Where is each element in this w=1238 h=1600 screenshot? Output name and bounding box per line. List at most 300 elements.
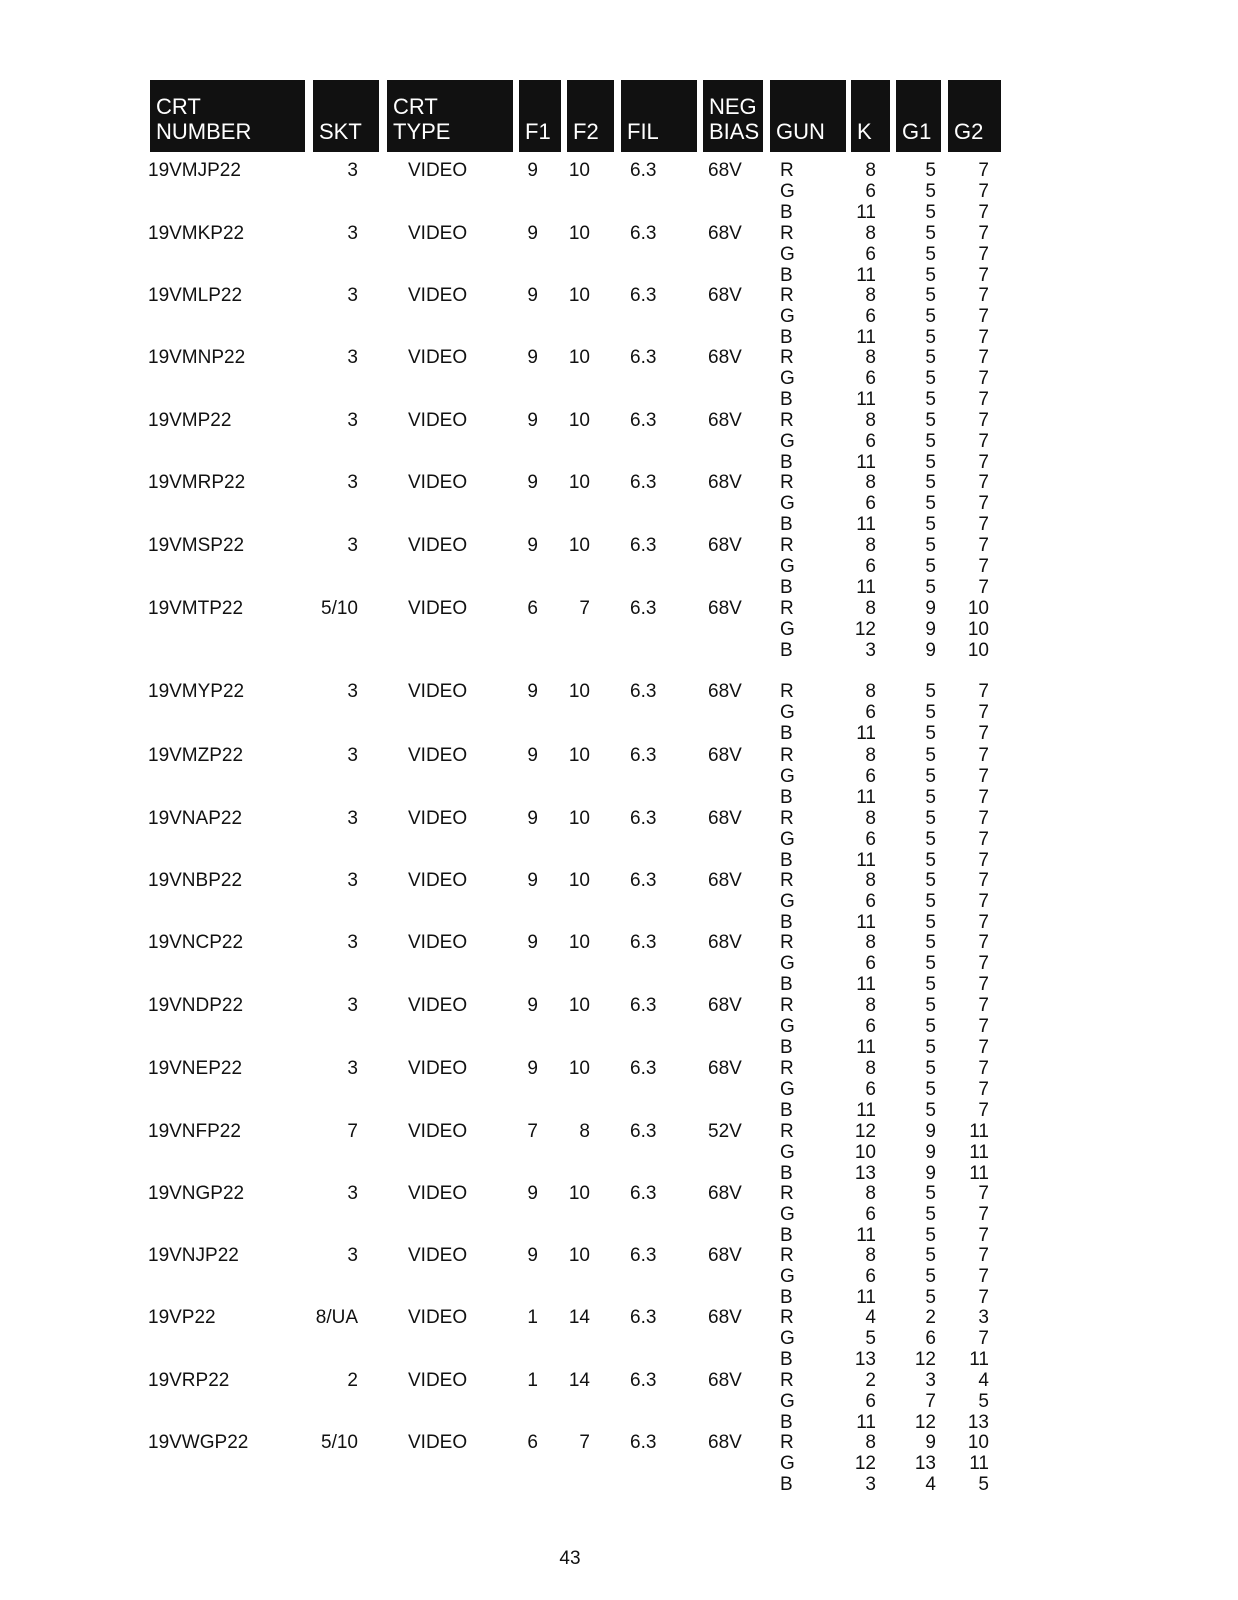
cell-k: 8	[865, 1183, 876, 1204]
cell-g2: 7	[978, 1016, 989, 1037]
cell-k: 11	[856, 202, 876, 223]
cell-neg-bias: 52V	[708, 1121, 742, 1142]
cell-g1: 9	[925, 640, 936, 661]
cell-g2: 7	[978, 368, 989, 389]
cell-g2: 7	[978, 410, 989, 431]
cell-g2: 10	[967, 1432, 989, 1453]
cell-fil: 6.3	[630, 472, 657, 493]
cell-k: 11	[856, 577, 876, 598]
cell-crt-type: VIDEO	[408, 870, 468, 891]
cell-f2: 10	[568, 347, 590, 368]
cell-gun: G	[780, 891, 795, 912]
cell-f1: 9	[527, 870, 538, 891]
cell-g1: 5	[925, 327, 936, 348]
cell-k: 6	[865, 891, 876, 912]
cell-k: 11	[856, 1037, 876, 1058]
cell-k: 8	[865, 535, 876, 556]
cell-g2: 7	[978, 577, 989, 598]
cell-g2: 11	[969, 1142, 989, 1163]
cell-neg-bias: 68V	[708, 1307, 742, 1328]
cell-f1: 9	[527, 535, 538, 556]
cell-gun: R	[780, 1121, 794, 1142]
cell-g1: 5	[925, 556, 936, 577]
cell-g2: 7	[978, 1245, 989, 1266]
cell-fil: 6.3	[630, 932, 657, 953]
cell-g1: 2	[925, 1307, 936, 1328]
cell-k: 4	[865, 1307, 876, 1328]
cell-k: 8	[865, 223, 876, 244]
cell-f1: 9	[527, 285, 538, 306]
cell-crt-type: VIDEO	[408, 808, 468, 829]
cell-g2: 7	[978, 829, 989, 850]
cell-gun: B	[780, 1349, 793, 1370]
cell-k: 6	[865, 493, 876, 514]
cell-f1: 9	[527, 410, 538, 431]
cell-skt: 2	[347, 1370, 358, 1391]
cell-g1: 5	[925, 850, 936, 871]
cell-neg-bias: 68V	[708, 160, 742, 181]
cell-gun: R	[780, 932, 794, 953]
cell-g2: 7	[978, 472, 989, 493]
cell-crt-number: 19VRP22	[148, 1370, 230, 1391]
cell-f1: 1	[527, 1370, 538, 1391]
cell-crt-type: VIDEO	[408, 745, 468, 766]
cell-crt-number: 19VMSP22	[148, 535, 245, 556]
cell-crt-type: VIDEO	[408, 598, 468, 619]
cell-gun: R	[780, 1432, 794, 1453]
cell-gun: R	[780, 1058, 794, 1079]
cell-gun: B	[780, 327, 793, 348]
cell-k: 8	[865, 932, 876, 953]
cell-k: 11	[856, 265, 876, 286]
cell-f2: 10	[568, 1058, 590, 1079]
cell-g2: 5	[978, 1474, 989, 1495]
cell-gun: G	[780, 1391, 795, 1412]
cell-k: 8	[865, 410, 876, 431]
cell-gun: R	[780, 995, 794, 1016]
cell-g1: 3	[925, 1370, 936, 1391]
cell-g2: 7	[978, 431, 989, 452]
cell-g2: 7	[978, 223, 989, 244]
cell-gun: R	[780, 472, 794, 493]
cell-k: 13	[854, 1349, 876, 1370]
cell-k: 11	[856, 850, 876, 871]
cell-crt-number: 19VNFP22	[148, 1121, 241, 1142]
cell-k: 8	[865, 472, 876, 493]
cell-g1: 5	[925, 1225, 936, 1246]
cell-g2: 7	[978, 347, 989, 368]
cell-g2: 7	[978, 1204, 989, 1225]
cell-g1: 9	[925, 619, 936, 640]
cell-neg-bias: 68V	[708, 745, 742, 766]
cell-fil: 6.3	[630, 410, 657, 431]
cell-f2: 10	[568, 1245, 590, 1266]
cell-skt: 8/UA	[315, 1307, 358, 1328]
cell-k: 6	[865, 953, 876, 974]
cell-skt: 7	[347, 1121, 358, 1142]
cell-k: 11	[856, 327, 876, 348]
cell-f1: 9	[527, 932, 538, 953]
cell-g2: 7	[978, 1266, 989, 1287]
cell-g2: 7	[978, 974, 989, 995]
cell-g1: 5	[925, 912, 936, 933]
cell-gun: G	[780, 306, 795, 327]
cell-f2: 7	[579, 598, 590, 619]
cell-k: 6	[865, 1016, 876, 1037]
cell-gun: B	[780, 1163, 793, 1184]
cell-k: 11	[856, 389, 876, 410]
header-crt-type: CRT TYPE	[387, 80, 513, 152]
cell-crt-number: 19VNDP22	[148, 995, 244, 1016]
header-k: K	[851, 80, 890, 152]
cell-f2: 10	[568, 472, 590, 493]
cell-k: 6	[865, 829, 876, 850]
cell-fil: 6.3	[630, 223, 657, 244]
cell-gun: G	[780, 953, 795, 974]
cell-gun: B	[780, 640, 793, 661]
cell-crt-type: VIDEO	[408, 223, 468, 244]
cell-g1: 5	[925, 244, 936, 265]
cell-f2: 7	[579, 1432, 590, 1453]
cell-k: 12	[854, 1121, 876, 1142]
cell-crt-type: VIDEO	[408, 1432, 468, 1453]
header-f1: F1	[519, 80, 561, 152]
cell-g2: 7	[978, 556, 989, 577]
cell-skt: 3	[347, 745, 358, 766]
cell-g2: 7	[978, 160, 989, 181]
cell-g1: 5	[925, 995, 936, 1016]
cell-g2: 7	[978, 306, 989, 327]
cell-gun: G	[780, 619, 795, 640]
cell-f2: 10	[568, 870, 590, 891]
cell-g1: 5	[925, 829, 936, 850]
cell-neg-bias: 68V	[708, 1245, 742, 1266]
cell-crt-number: 19VNJP22	[148, 1245, 239, 1266]
cell-g2: 7	[978, 1225, 989, 1246]
cell-k: 10	[854, 1142, 876, 1163]
cell-neg-bias: 68V	[708, 870, 742, 891]
cell-gun: R	[780, 745, 794, 766]
cell-g2: 7	[978, 452, 989, 473]
cell-k: 12	[854, 619, 876, 640]
cell-crt-number: 19VNAP22	[148, 808, 243, 829]
cell-fil: 6.3	[630, 745, 657, 766]
cell-k: 6	[865, 1391, 876, 1412]
cell-g1: 5	[925, 1287, 936, 1308]
cell-g1: 5	[925, 160, 936, 181]
cell-g1: 9	[925, 1121, 936, 1142]
cell-k: 8	[865, 745, 876, 766]
cell-g2: 7	[978, 912, 989, 933]
cell-k: 6	[865, 306, 876, 327]
cell-gun: B	[780, 1474, 793, 1495]
cell-g1: 7	[925, 1391, 936, 1412]
cell-f2: 10	[568, 1183, 590, 1204]
cell-g2: 7	[978, 932, 989, 953]
cell-g2: 7	[978, 535, 989, 556]
cell-f1: 9	[527, 1183, 538, 1204]
cell-gun: B	[780, 723, 793, 744]
cell-f2: 10	[568, 745, 590, 766]
cell-gun: G	[780, 829, 795, 850]
cell-g2: 7	[978, 870, 989, 891]
cell-k: 8	[865, 347, 876, 368]
cell-g1: 5	[925, 1183, 936, 1204]
cell-g1: 13	[914, 1453, 936, 1474]
cell-gun: G	[780, 1453, 795, 1474]
cell-g1: 5	[925, 766, 936, 787]
cell-crt-number: 19VMJP22	[148, 160, 241, 181]
cell-g1: 5	[925, 306, 936, 327]
cell-g1: 9	[925, 1432, 936, 1453]
cell-g2: 7	[978, 953, 989, 974]
cell-g2: 7	[978, 1183, 989, 1204]
cell-neg-bias: 68V	[708, 347, 742, 368]
cell-gun: G	[780, 1142, 795, 1163]
cell-fil: 6.3	[630, 1245, 657, 1266]
cell-k: 8	[865, 1245, 876, 1266]
cell-crt-number: 19VWGP22	[148, 1432, 249, 1453]
cell-k: 5	[865, 1328, 876, 1349]
cell-gun: B	[780, 850, 793, 871]
cell-crt-number: 19VP22	[148, 1307, 216, 1328]
cell-k: 11	[856, 1225, 876, 1246]
cell-gun: G	[780, 1328, 795, 1349]
cell-g2: 7	[978, 244, 989, 265]
cell-fil: 6.3	[630, 870, 657, 891]
cell-gun: B	[780, 265, 793, 286]
cell-k: 6	[865, 1079, 876, 1100]
cell-gun: R	[780, 1307, 794, 1328]
cell-f1: 9	[527, 347, 538, 368]
cell-gun: B	[780, 202, 793, 223]
cell-k: 11	[856, 1287, 876, 1308]
cell-crt-number: 19VMTP22	[148, 598, 244, 619]
cell-gun: B	[780, 1287, 793, 1308]
cell-crt-number: 19VNGP22	[148, 1183, 245, 1204]
cell-g2: 7	[978, 285, 989, 306]
cell-k: 6	[865, 431, 876, 452]
cell-g2: 7	[978, 723, 989, 744]
cell-g1: 5	[925, 702, 936, 723]
cell-crt-number: 19VNCP22	[148, 932, 244, 953]
cell-neg-bias: 68V	[708, 410, 742, 431]
cell-g1: 5	[925, 493, 936, 514]
cell-g1: 5	[925, 410, 936, 431]
cell-g2: 7	[978, 808, 989, 829]
cell-crt-number: 19VMNP22	[148, 347, 246, 368]
cell-k: 8	[865, 995, 876, 1016]
cell-g1: 6	[925, 1328, 936, 1349]
cell-g2: 10	[967, 619, 989, 640]
cell-f2: 10	[568, 681, 590, 702]
cell-g1: 5	[925, 787, 936, 808]
cell-k: 6	[865, 368, 876, 389]
cell-g1: 5	[925, 1016, 936, 1037]
cell-g1: 5	[925, 745, 936, 766]
cell-gun: R	[780, 1370, 794, 1391]
cell-skt: 3	[347, 535, 358, 556]
cell-crt-number: 19VMLP22	[148, 285, 243, 306]
cell-g2: 7	[978, 1328, 989, 1349]
cell-g1: 5	[925, 1204, 936, 1225]
cell-skt: 3	[347, 160, 358, 181]
cell-g2: 7	[978, 850, 989, 871]
cell-g1: 12	[914, 1349, 936, 1370]
cell-k: 8	[865, 598, 876, 619]
cell-k: 8	[865, 808, 876, 829]
cell-g1: 9	[925, 1142, 936, 1163]
cell-g1: 5	[925, 181, 936, 202]
cell-k: 3	[865, 1474, 876, 1495]
cell-crt-type: VIDEO	[408, 1245, 468, 1266]
cell-fil: 6.3	[630, 1370, 657, 1391]
cell-fil: 6.3	[630, 1058, 657, 1079]
cell-g1: 5	[925, 808, 936, 829]
cell-k: 8	[865, 160, 876, 181]
cell-crt-number: 19VMZP22	[148, 745, 244, 766]
cell-f2: 8	[579, 1121, 590, 1142]
cell-crt-type: VIDEO	[408, 160, 468, 181]
cell-k: 6	[865, 702, 876, 723]
cell-skt: 3	[347, 223, 358, 244]
cell-g1: 5	[925, 223, 936, 244]
cell-crt-type: VIDEO	[408, 1183, 468, 1204]
cell-crt-type: VIDEO	[408, 1307, 468, 1328]
cell-g2: 11	[969, 1349, 989, 1370]
cell-gun: B	[780, 577, 793, 598]
cell-g2: 7	[978, 493, 989, 514]
cell-k: 8	[865, 1432, 876, 1453]
cell-g2: 7	[978, 1100, 989, 1121]
cell-gun: B	[780, 452, 793, 473]
cell-fil: 6.3	[630, 535, 657, 556]
cell-g1: 5	[925, 1058, 936, 1079]
cell-g2: 7	[978, 389, 989, 410]
cell-f1: 9	[527, 1058, 538, 1079]
cell-g1: 5	[925, 870, 936, 891]
cell-g1: 5	[925, 347, 936, 368]
cell-k: 11	[856, 1412, 876, 1433]
header-gun: GUN	[770, 80, 846, 152]
cell-gun: G	[780, 766, 795, 787]
cell-g1: 5	[925, 681, 936, 702]
header-g2: G2	[948, 80, 1001, 152]
cell-skt: 3	[347, 1245, 358, 1266]
cell-g1: 5	[925, 202, 936, 223]
cell-skt: 3	[347, 410, 358, 431]
cell-g2: 5	[978, 1391, 989, 1412]
cell-skt: 3	[347, 347, 358, 368]
cell-k: 11	[856, 452, 876, 473]
cell-skt: 3	[347, 870, 358, 891]
cell-k: 6	[865, 1204, 876, 1225]
cell-gun: R	[780, 1245, 794, 1266]
cell-g1: 5	[925, 932, 936, 953]
header-f2: F2	[567, 80, 614, 152]
cell-g2: 11	[969, 1121, 989, 1142]
cell-g1: 5	[925, 974, 936, 995]
cell-skt: 3	[347, 472, 358, 493]
cell-neg-bias: 68V	[708, 932, 742, 953]
cell-f1: 9	[527, 472, 538, 493]
cell-fil: 6.3	[630, 285, 657, 306]
cell-gun: R	[780, 808, 794, 829]
cell-k: 11	[856, 723, 876, 744]
cell-g1: 5	[925, 577, 936, 598]
cell-g1: 5	[925, 1079, 936, 1100]
cell-crt-number: 19VNEP22	[148, 1058, 243, 1079]
cell-gun: B	[780, 1412, 793, 1433]
cell-g1: 5	[925, 1245, 936, 1266]
header-neg-bias: NEG BIAS	[703, 80, 763, 152]
cell-g2: 11	[969, 1163, 989, 1184]
cell-k: 12	[854, 1453, 876, 1474]
cell-g1: 4	[925, 1474, 936, 1495]
cell-gun: R	[780, 160, 794, 181]
cell-f2: 10	[568, 808, 590, 829]
cell-crt-type: VIDEO	[408, 932, 468, 953]
page-number: 43	[559, 1548, 581, 1569]
cell-k: 11	[856, 974, 876, 995]
cell-g1: 5	[925, 368, 936, 389]
cell-gun: G	[780, 1016, 795, 1037]
cell-g1: 5	[925, 285, 936, 306]
cell-k: 6	[865, 556, 876, 577]
cell-fil: 6.3	[630, 1307, 657, 1328]
cell-g2: 3	[978, 1307, 989, 1328]
cell-g1: 5	[925, 265, 936, 286]
cell-g2: 13	[967, 1412, 989, 1433]
cell-g2: 7	[978, 1058, 989, 1079]
cell-neg-bias: 68V	[708, 472, 742, 493]
cell-g2: 7	[978, 702, 989, 723]
cell-f1: 9	[527, 808, 538, 829]
cell-gun: G	[780, 181, 795, 202]
cell-k: 6	[865, 1266, 876, 1287]
cell-f2: 10	[568, 932, 590, 953]
cell-g2: 4	[978, 1370, 989, 1391]
cell-f2: 10	[568, 160, 590, 181]
cell-f2: 10	[568, 410, 590, 431]
cell-g2: 7	[978, 265, 989, 286]
cell-g1: 5	[925, 891, 936, 912]
cell-gun: R	[780, 347, 794, 368]
cell-gun: G	[780, 493, 795, 514]
cell-skt: 3	[347, 808, 358, 829]
cell-f2: 14	[568, 1370, 590, 1391]
cell-crt-type: VIDEO	[408, 285, 468, 306]
cell-crt-type: VIDEO	[408, 472, 468, 493]
cell-g1: 5	[925, 472, 936, 493]
header-fil: FIL	[621, 80, 697, 152]
cell-k: 8	[865, 1058, 876, 1079]
cell-gun: B	[780, 514, 793, 535]
cell-fil: 6.3	[630, 1183, 657, 1204]
cell-neg-bias: 68V	[708, 598, 742, 619]
cell-g2: 10	[967, 598, 989, 619]
cell-crt-number: 19VMP22	[148, 410, 232, 431]
cell-crt-type: VIDEO	[408, 1058, 468, 1079]
cell-neg-bias: 68V	[708, 808, 742, 829]
cell-g2: 7	[978, 1287, 989, 1308]
cell-k: 3	[865, 640, 876, 661]
cell-skt: 3	[347, 1183, 358, 1204]
cell-k: 8	[865, 681, 876, 702]
cell-crt-number: 19VMYP22	[148, 681, 245, 702]
cell-k: 6	[865, 181, 876, 202]
cell-k: 8	[865, 285, 876, 306]
